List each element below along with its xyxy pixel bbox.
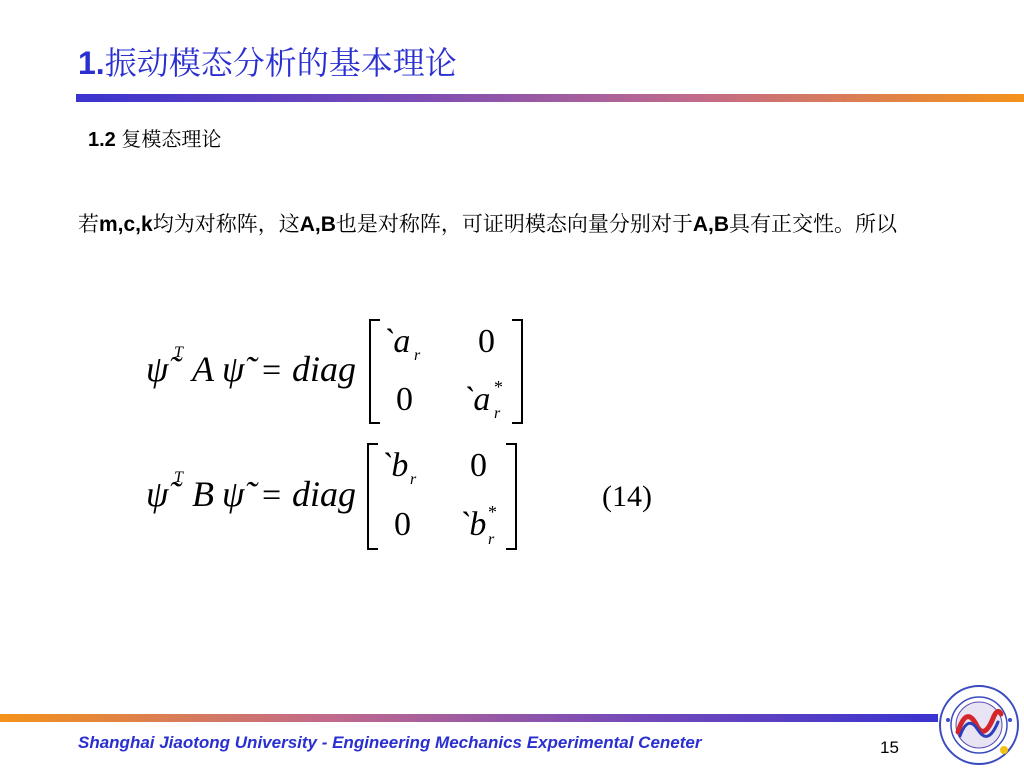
eq1-m22: `a: [462, 381, 491, 418]
eq1-right-bracket: [512, 320, 522, 423]
eq2-m11: `b: [380, 447, 409, 484]
eq1-m12: 0: [478, 323, 495, 360]
eq1-sup-t: T: [174, 344, 183, 361]
eq2-m21: 0: [394, 506, 411, 543]
paragraph-part: 也是对称阵，可证明模态向量分别对于: [335, 213, 693, 236]
eq1-diag: diag: [292, 349, 357, 389]
paragraph-part: 均为对称阵，这: [152, 213, 300, 236]
eq2-m22-sup: *: [488, 502, 497, 522]
subtitle-text: 复模态理论: [115, 129, 222, 151]
eq2-equals: =: [262, 477, 282, 514]
equation-2: [146, 444, 516, 549]
eq1-m22-sub: r: [494, 405, 501, 422]
eq2-m12: 0: [470, 447, 487, 484]
equation-number: (14): [602, 480, 652, 513]
title-number: 1.: [78, 45, 105, 81]
eq2-m22: `b: [458, 506, 487, 543]
eq1-m22-sup: *: [494, 377, 503, 397]
eq1-matrix-symbol: A: [192, 349, 214, 389]
subtitle-number: 1.2: [88, 129, 116, 151]
footer-institution: Shanghai Jiaotong University - Engineering Mechanics Experimental Ceneter: [78, 733, 702, 752]
eq1-left-bracket: [370, 320, 380, 423]
eq1-m11-sub: r: [414, 347, 421, 364]
eq1-m11: `a: [382, 323, 411, 360]
eq2-matrix-symbol: B: [192, 474, 214, 514]
equation-1: [146, 320, 522, 423]
eq1-equals: =: [262, 352, 282, 389]
paragraph-part: 具有正交性。所以: [729, 213, 898, 236]
eq1-psi-2: ψ̃: [222, 349, 245, 389]
paragraph-part: 若: [78, 213, 99, 236]
title-text: 振动模态分析的基本理论: [104, 45, 457, 81]
paragraph-part: A,B: [299, 213, 336, 236]
eq2-diag: diag: [292, 474, 357, 514]
paragraph-part: m,c,k: [99, 213, 153, 236]
page-number: 15: [880, 738, 899, 757]
acoustics-vibration-logo-icon: [938, 684, 1020, 766]
eq2-right-bracket: [506, 444, 516, 549]
paragraph-part: A,B: [692, 213, 730, 236]
eq2-psi: ψ̃: [146, 474, 169, 514]
eq1-psi: ψ̃: [146, 349, 169, 389]
eq2-m11-sub: r: [410, 471, 417, 488]
footer-gradient-bar: [0, 714, 938, 722]
eq2-sup-t: T: [174, 469, 183, 486]
eq1-m21: 0: [396, 381, 413, 418]
eq2-psi-2: ψ̃: [222, 474, 245, 514]
eq2-m22-sub: r: [488, 531, 495, 548]
eq2-left-bracket: [368, 444, 378, 549]
